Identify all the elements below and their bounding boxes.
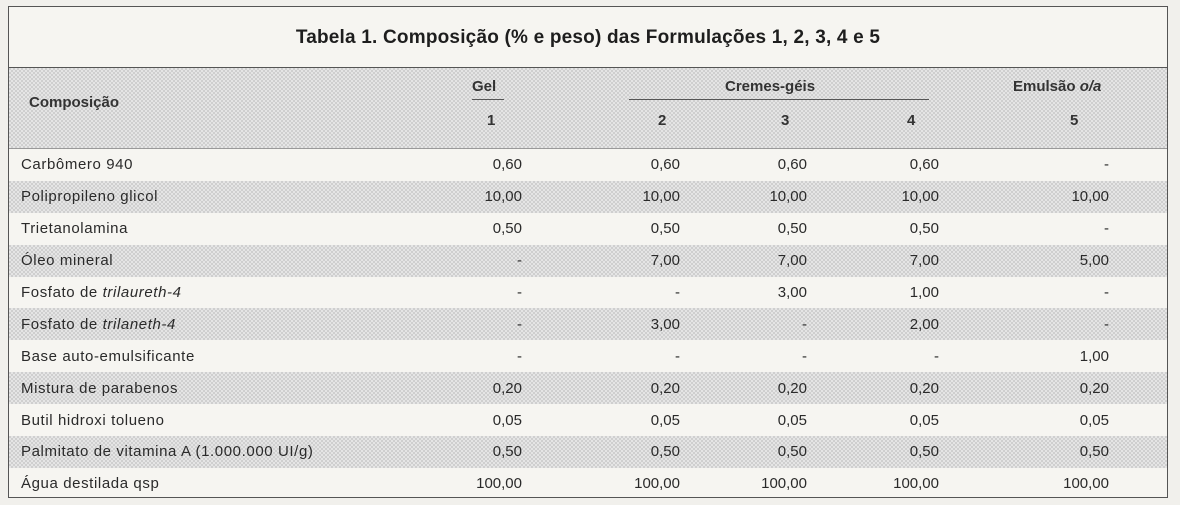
cell-formulation-2: 100,00 bbox=[634, 475, 680, 493]
row-label-text: Fosfato de bbox=[21, 315, 103, 333]
cell-formulation-3: 0,60 bbox=[777, 156, 807, 174]
cell-formulation-1: - bbox=[517, 252, 522, 270]
cell-formulation-3: 0,50 bbox=[777, 443, 807, 461]
row-label-text: Água destilada qsp bbox=[21, 475, 160, 493]
cell-padding bbox=[1109, 149, 1167, 181]
table-row bbox=[9, 404, 1167, 436]
row-label-italic: trilaneth-4 bbox=[102, 315, 176, 333]
header-emulsao bbox=[1013, 78, 1101, 95]
cell-formulation-3: 3,00 bbox=[777, 284, 807, 301]
cell-formulation-4: 7,00 bbox=[909, 252, 939, 270]
row-label-text: Polipropileno glicol bbox=[21, 188, 159, 206]
table-row bbox=[9, 277, 1167, 309]
cell-formulation-5: 1,00 bbox=[1079, 347, 1109, 365]
cell-formulation-4: 100,00 bbox=[893, 475, 939, 493]
row-label-text: Fosfato de bbox=[21, 284, 103, 301]
table-title: Tabela 1. Composição (% e peso) das Formulações 1, 2, 3, 4 e 5 bbox=[9, 7, 1167, 68]
header-gel: Gel bbox=[472, 78, 497, 95]
cell-formulation-3: 100,00 bbox=[761, 475, 807, 493]
cell-formulation-2: - bbox=[675, 284, 680, 301]
table-row bbox=[9, 468, 1167, 500]
header-emulsao-type: o/a bbox=[1079, 78, 1102, 95]
header-cremes-geis: Cremes-géis bbox=[725, 78, 816, 95]
row-label-text: Óleo mineral bbox=[21, 252, 114, 270]
cell-formulation-3: 10,00 bbox=[769, 188, 807, 206]
cell-formulation-1: 10,00 bbox=[484, 188, 522, 206]
table-row bbox=[9, 181, 1167, 213]
table-row bbox=[9, 245, 1167, 277]
cell-formulation-2: 0,05 bbox=[650, 411, 680, 429]
header-composicao: Composição bbox=[29, 94, 120, 111]
table-row bbox=[9, 213, 1167, 245]
cell-formulation-5: - bbox=[1104, 315, 1109, 333]
row-label bbox=[9, 308, 437, 340]
cell-formulation-3: 7,00 bbox=[777, 252, 807, 270]
cell-formulation-1: 0,50 bbox=[492, 443, 522, 461]
cell-padding bbox=[1109, 468, 1167, 500]
cell-padding bbox=[1109, 436, 1167, 468]
cell-formulation-2: - bbox=[675, 347, 680, 365]
cell-formulation-3: - bbox=[802, 347, 807, 365]
cell-formulation-4: 0,05 bbox=[909, 411, 939, 429]
cell-formulation-4: 2,00 bbox=[909, 315, 939, 333]
table-row bbox=[9, 308, 1167, 340]
cell-padding bbox=[1109, 277, 1167, 309]
row-label bbox=[9, 213, 437, 245]
table-row bbox=[9, 436, 1167, 468]
cell-formulation-4: - bbox=[934, 347, 939, 365]
cell-formulation-1: - bbox=[517, 315, 522, 333]
cell-formulation-1: - bbox=[517, 347, 522, 365]
cell-formulation-5: 5,00 bbox=[1079, 252, 1109, 270]
cell-formulation-2: 10,00 bbox=[642, 188, 680, 206]
cell-formulation-1: 0,20 bbox=[492, 379, 522, 397]
cremes-geis-rule bbox=[629, 99, 929, 100]
cell-formulation-1: 0,05 bbox=[492, 411, 522, 429]
row-label-text: Base auto-emulsificante bbox=[21, 347, 195, 365]
cell-padding bbox=[1109, 404, 1167, 436]
cell-formulation-5: 0,50 bbox=[1079, 443, 1109, 461]
row-label bbox=[9, 340, 437, 372]
cell-formulation-4: 0,60 bbox=[909, 156, 939, 174]
cell-padding bbox=[1109, 181, 1167, 213]
cell-formulation-5: - bbox=[1104, 284, 1109, 301]
row-label bbox=[9, 372, 437, 404]
table-body bbox=[9, 149, 1167, 500]
header-col-3: 3 bbox=[781, 112, 790, 129]
cell-formulation-4: 1,00 bbox=[909, 284, 939, 301]
cell-padding bbox=[1109, 308, 1167, 340]
cell-formulation-2: 0,20 bbox=[650, 379, 680, 397]
gel-rule bbox=[472, 99, 504, 100]
cell-formulation-2: 0,60 bbox=[650, 156, 680, 174]
header-col-4: 4 bbox=[907, 112, 916, 129]
row-label-text: Carbômero 940 bbox=[21, 156, 134, 174]
cell-formulation-4: 0,20 bbox=[909, 379, 939, 397]
cell-formulation-5: 100,00 bbox=[1063, 475, 1109, 493]
cell-formulation-2: 0,50 bbox=[650, 443, 680, 461]
table-row bbox=[9, 372, 1167, 404]
row-label-italic: trilaureth-4 bbox=[102, 284, 182, 301]
row-label bbox=[9, 404, 437, 436]
cell-formulation-2: 0,50 bbox=[650, 220, 680, 238]
cell-formulation-3: 0,50 bbox=[777, 220, 807, 238]
cell-padding bbox=[1109, 245, 1167, 277]
cell-formulation-3: 0,05 bbox=[777, 411, 807, 429]
header-emulsao-label: Emulsão bbox=[1013, 78, 1076, 95]
header-col-5: 5 bbox=[1070, 112, 1079, 129]
row-label bbox=[9, 245, 437, 277]
cell-formulation-2: 3,00 bbox=[650, 315, 680, 333]
row-label bbox=[9, 436, 437, 468]
cell-formulation-4: 10,00 bbox=[901, 188, 939, 206]
header-col-2: 2 bbox=[658, 112, 667, 129]
cell-formulation-4: 0,50 bbox=[909, 220, 939, 238]
cell-formulation-3: 0,20 bbox=[777, 379, 807, 397]
cell-formulation-1: 0,60 bbox=[492, 156, 522, 174]
row-label bbox=[9, 277, 437, 309]
cell-formulation-5: 0,20 bbox=[1079, 379, 1109, 397]
table-row bbox=[9, 340, 1167, 372]
row-label bbox=[9, 181, 437, 213]
row-label-text: Trietanolamina bbox=[21, 220, 129, 238]
cell-formulation-4: 0,50 bbox=[909, 443, 939, 461]
row-label bbox=[9, 149, 437, 181]
cell-formulation-5: - bbox=[1104, 220, 1109, 238]
cell-formulation-3: - bbox=[802, 315, 807, 333]
cell-padding bbox=[1109, 372, 1167, 404]
cell-formulation-5: 0,05 bbox=[1079, 411, 1109, 429]
header-col-1: 1 bbox=[487, 112, 496, 129]
cell-formulation-1: - bbox=[517, 284, 522, 301]
table-row bbox=[9, 149, 1167, 181]
row-label-text: Butil hidroxi tolueno bbox=[21, 411, 165, 429]
table-header bbox=[9, 68, 1167, 149]
cell-formulation-5: 10,00 bbox=[1071, 188, 1109, 206]
cell-padding bbox=[1109, 340, 1167, 372]
cell-formulation-1: 0,50 bbox=[492, 220, 522, 238]
cell-formulation-2: 7,00 bbox=[650, 252, 680, 270]
cell-padding bbox=[1109, 213, 1167, 245]
composition-table bbox=[8, 6, 1168, 498]
cell-formulation-1: 100,00 bbox=[476, 475, 522, 493]
cell-formulation-5: - bbox=[1104, 156, 1109, 174]
row-label bbox=[9, 468, 437, 500]
row-label-text: Palmitato de vitamina A (1.000.000 UI/g) bbox=[21, 443, 314, 461]
row-label-text: Mistura de parabenos bbox=[21, 379, 179, 397]
